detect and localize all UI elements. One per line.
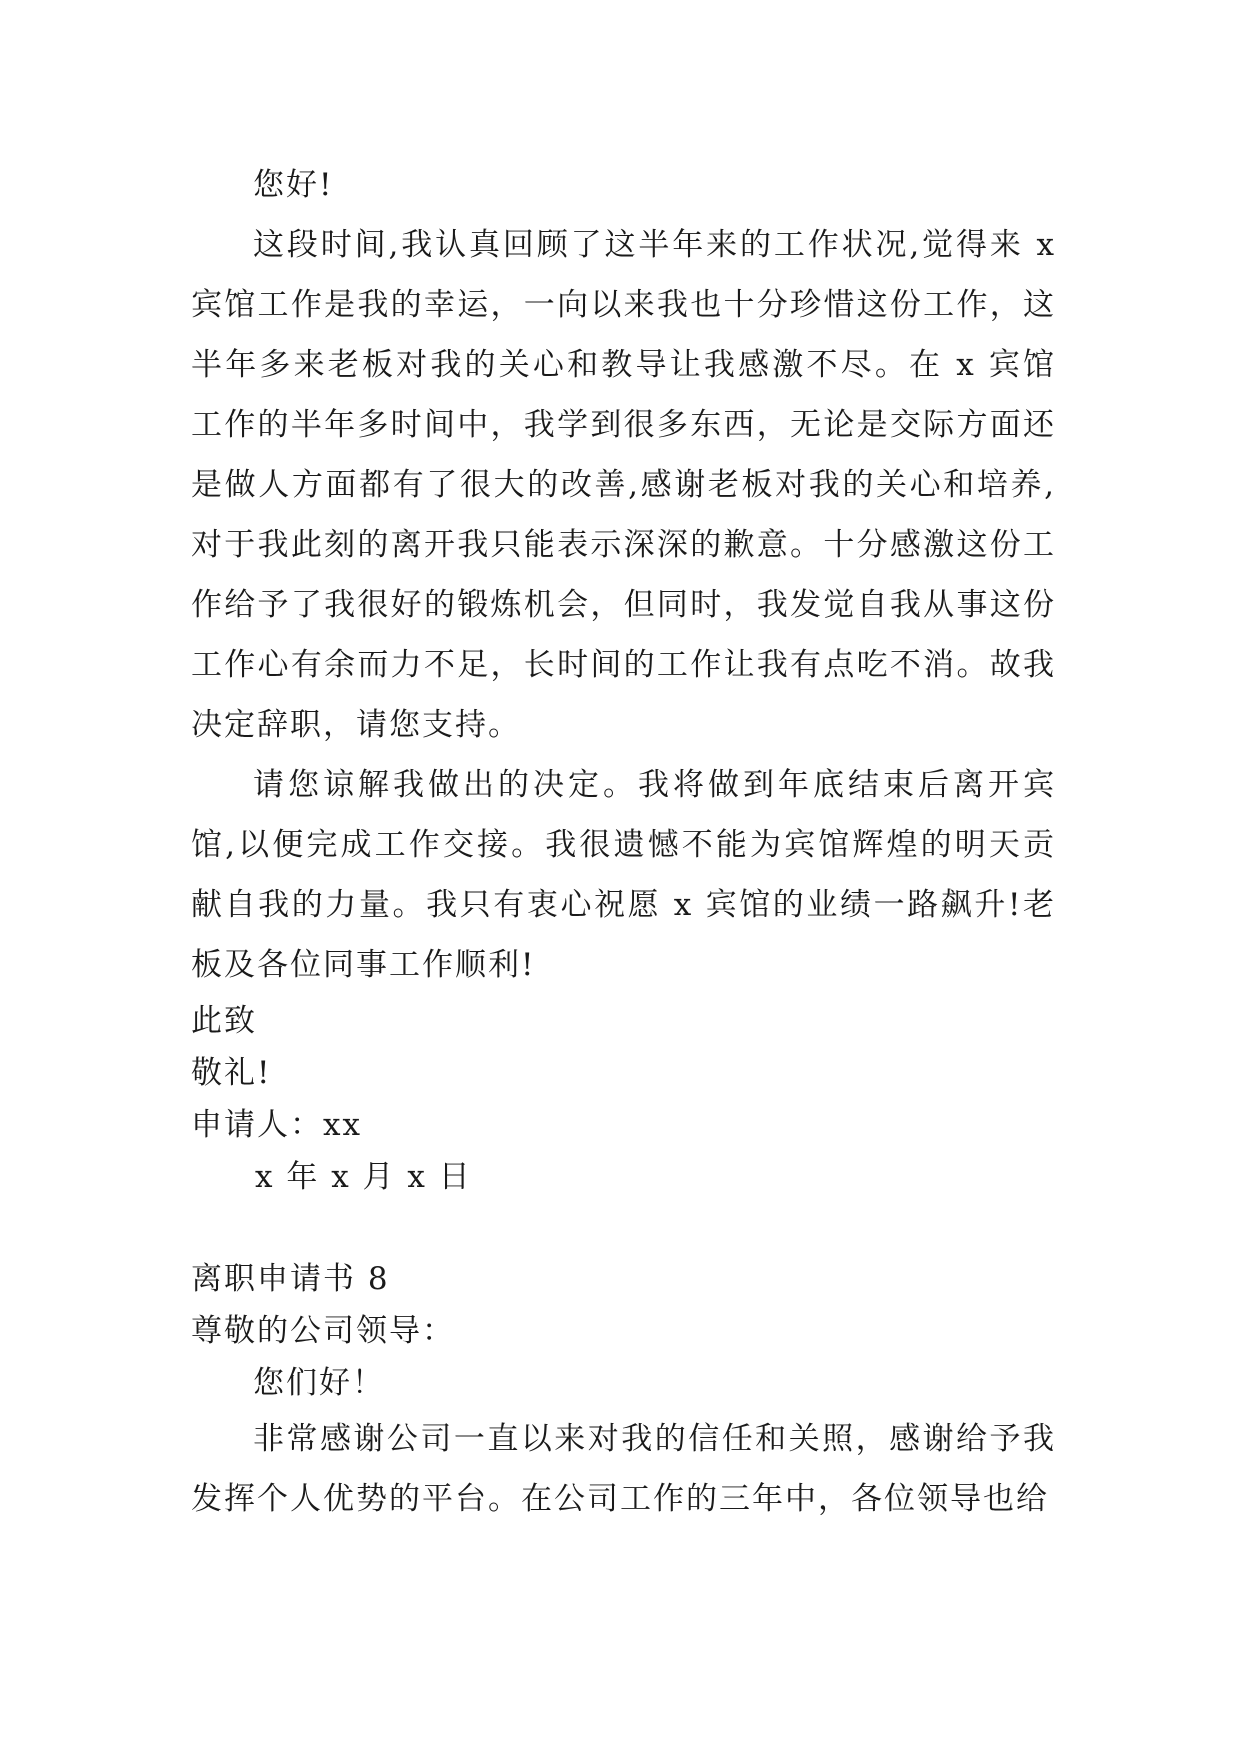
letter1-paragraph2: 请您谅解我做出的决定。我将做到年底结束后离开宾馆,以便完成工作交接。我很遗憾不能为宾馆辉煌的明天贡献自我的力量。我只有衷心祝愿 x 宾馆的业绩一路飙升!老板及各位同事工作顺利! xyxy=(191,767,1056,983)
letter1-greeting: 您好! xyxy=(253,167,334,203)
letter2-paragraph1: 非常感谢公司一直以来对我的信任和关照，感谢给予我发挥个人优势的平台。在公司工作的三年中，各位领导也给 xyxy=(191,1421,1056,1517)
section-gap xyxy=(191,1203,1056,1253)
letter2-greeting: 您们好！ xyxy=(253,1365,385,1401)
letter1-closing2: 敬礼! xyxy=(191,1055,272,1091)
letter1-applicant: 申请人：xx xyxy=(191,1107,362,1143)
letter2-salutation: 尊敬的公司领导： xyxy=(191,1313,455,1349)
letter1-date: x 年 x 月 x 日 xyxy=(255,1159,472,1195)
letter2-title: 离职申请书 8 xyxy=(191,1261,390,1297)
letter1-closing1: 此致 xyxy=(191,1003,257,1039)
document-page xyxy=(191,155,1056,1529)
letter1-paragraph1: 这段时间,我认真回顾了这半年来的工作状况,觉得来 x 宾馆工作是我的幸运，一向以来我也十分珍惜这份工作，这半年多来老板对我的关心和教导让我感激不尽。在 x 宾馆工作的半年多时间中，我学到很多东西，无论是交际方面还是做人方面都有了很大的改善,感谢老板对我的关心和培养,对于我此刻的离开我只能表示深深的歉意。十分感激这份工作给予了我很好的锻炼机会，但同时，我发觉自我从事这份工作心有余而力不足，长时间的工作让我有点吃不消。故我决定辞职，请您支持。 xyxy=(191,227,1056,743)
